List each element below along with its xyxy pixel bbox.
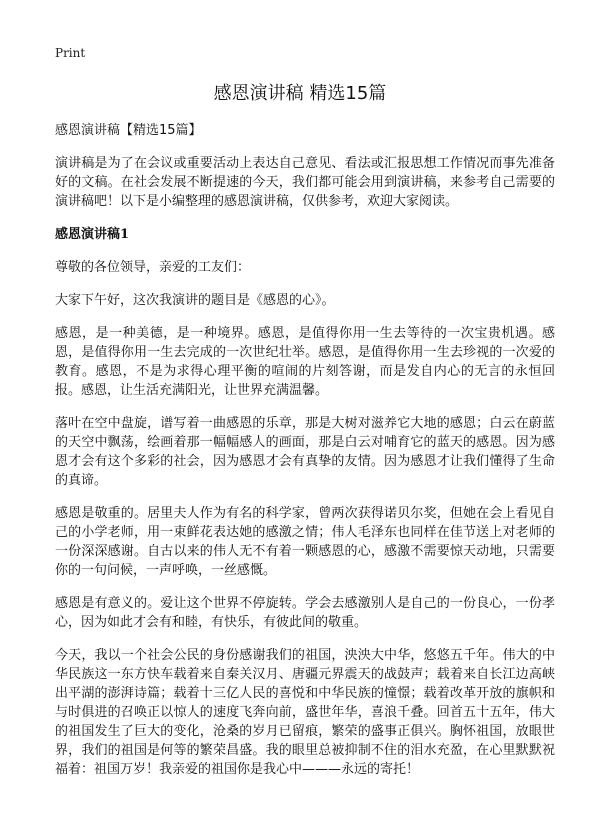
body-paragraph: 感恩，是一种美德，是一种境界。感恩，是值得你用一生去等待的一次宝贵机遇。感恩，是值得你用一生去完成的一次世纪壮举。感恩，是值得你用一生去珍视的一次爱的教育。感恩，不是为求得心理平衡的喧闹的片刻答谢，而是发自内心的无言的永恒回报。感恩，让生活充满阳光，让世界充满温馨。	[55, 326, 555, 398]
print-label[interactable]: Print	[55, 46, 86, 60]
greeting-line: 尊敬的各位领导，亲爱的工友们：	[55, 260, 251, 275]
body-paragraph: 落叶在空中盘旋，谱写着一曲感恩的乐章，那是大树对滋养它大地的感恩；白云在蔚蓝的天空中飘荡，绘画着那一幅幅感人的画面，那是白云对哺育它的蓝天的感恩。因为感恩才会有这个多彩的社会，因为感恩才会有真挚的友情。因为感恩才让我们懂得了生命的真谛。	[55, 416, 555, 488]
article-body	[55, 121, 555, 793]
intro-paragraph: 演讲稿是为了在会议或重要活动上表达自己意见、看法或汇报思想工作情况而事先准备好的文稿。在社会发展不断提速的今天，我们都可能会用到演讲稿，来参考自己需要的演讲稿吧！以下是小编整理的感恩演讲稿，仅供参考，欢迎大家阅读。	[55, 156, 555, 209]
body-paragraph: 感恩是敬重的。居里夫人作为有名的科学家，曾两次获得诺贝尔奖，但她在会上看见自己的小学老师，用一束鲜花表达她的感激之情；伟人毛泽东也同样在佳节送上对老师的一份深深感谢。自古以来的伟人无不有着一颗感恩的心，感激不需要惊天动地，只需要你的一句问候，一声呼唤，一丝感慨。	[55, 506, 555, 578]
page-title: 感恩演讲稿 精选15篇	[213, 83, 387, 104]
opening-line: 大家下午好，这次我演讲的题目是《感恩的心》。	[55, 293, 335, 308]
section-heading: 感恩演讲稿1	[55, 227, 130, 242]
body-paragraph: 今天，我以一个社会公民的身份感谢我们的祖国，泱泱大中华，悠悠五千年。伟大的中华民族这一东方快车载着来自秦关汉月、唐疆元界震天的战鼓声；载着来自长江边高峡出平湖的澎湃诗篇；载着十三亿人民的喜悦和中华民族的憧憬；载着改革开放的旗帜和与时俱进的召唤正以惊人的速度飞奔向前，盛世年华，喜浪千叠。回首五十五年，伟大的祖国发生了巨大的变化，沧桑的岁月已留痕，繁荣的盛事正俱兴。胸怀祖国，放眼世界，我们的祖国是何等的繁荣昌盛。我的眼里总被抑制不住的泪水充盈，在心里默默祝福着：祖国万岁！我亲爱的祖国你是我心中———永远的寄托！	[55, 648, 555, 777]
article-subtitle: 感恩演讲稿【精选15篇】	[55, 123, 202, 138]
body-paragraph: 感恩是有意义的。爱让这个世界不停旋转。学会去感激别人是自己的一份良心，一份孝心，因为如此才会有和睦，有快乐，有彼此间的敬重。	[55, 596, 555, 630]
